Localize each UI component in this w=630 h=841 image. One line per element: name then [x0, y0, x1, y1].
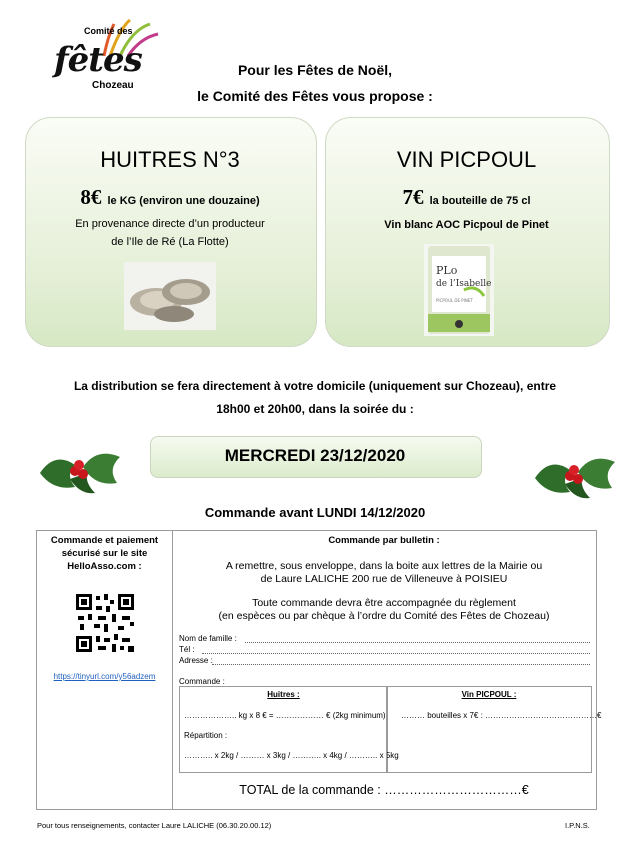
holly-right-icon	[530, 448, 620, 503]
wine-title: VIN PICPOUL	[396, 147, 537, 172]
oysters-title: HUITRES N°3	[100, 147, 240, 172]
tel-label: Tél :	[179, 645, 195, 654]
bulletin-instructions-1b: de Laure LALICHE 200 rue de Villeneuve à POISIEU	[260, 573, 508, 585]
bulletin-instructions-1a: A remettre, sous enveloppe, dans la boite aux lettres de la Mairie ou	[225, 560, 543, 572]
bulletin-title: Commande par bulletin :	[328, 535, 440, 546]
svg-text:PLo: PLo	[436, 264, 458, 277]
wine-price-unit: la bouteille de 75 cl	[429, 195, 531, 207]
huitres-quantity-field[interactable]: ……………….. kg x 8 € = ……………… € (2kg minimum)	[184, 711, 386, 720]
oysters-desc-1: En provenance directe d’un producteur	[75, 218, 265, 230]
logo-bottom-text: Chozeau	[92, 80, 134, 91]
order-total-field[interactable]: TOTAL de la commande : ……………………………€	[239, 783, 529, 797]
logo-main-text: fêtes	[54, 40, 142, 80]
heading-line-1: Pour les Fêtes de Noël,	[237, 62, 393, 78]
repartition-label: Répartition :	[184, 731, 228, 740]
oysters-desc-2: de l’Ile de Ré (La Flotte)	[111, 236, 229, 248]
date-banner-text: MERCREDI 23/12/2020	[224, 446, 406, 465]
holly-left-icon	[35, 443, 125, 498]
oysters-price: 8€	[80, 185, 102, 209]
helloasso-line-1: Commande et paiement	[50, 535, 159, 546]
wine-order-box	[386, 686, 602, 773]
svg-text:PICPOUL DE PINET: PICPOUL DE PINET	[436, 298, 473, 303]
wine-desc: Vin blanc AOC Picpoul de Pinet	[384, 219, 549, 231]
helloasso-line-3: HelloAsso.com :	[67, 561, 142, 572]
bulletin-instructions-2b: (en espèces ou par chèque à l’ordre du Comité des Fêtes de Chozeau)	[218, 610, 550, 622]
qr-code-icon[interactable]	[74, 592, 136, 654]
wine-order-heading: Vin PICPOUL :	[461, 690, 517, 699]
commande-label: Commande :	[179, 677, 225, 686]
nom-label: Nom de famille :	[179, 634, 237, 643]
repartition-field[interactable]: ……….. x 2kg / ……… x 3kg / ……….. x 4kg / ……….. x 5kg	[184, 751, 399, 760]
adresse-field[interactable]	[212, 664, 590, 665]
huitres-order-box	[179, 686, 399, 773]
wine-bottle-photo	[424, 244, 494, 336]
distribution-line-2: 18h00 et 20h00, dans la soirée du :	[216, 402, 414, 416]
order-deadline: Commande avant LUNDI 14/12/2020	[204, 505, 426, 520]
bulletin-instructions-2a: Toute commande devra être accompagnée du règlement	[252, 597, 516, 609]
oysters-price-row	[25, 185, 315, 210]
logo-top-text: Comité des	[84, 26, 133, 36]
wine-price-row	[325, 185, 608, 210]
oysters-price-unit: le KG (environ une douzaine)	[107, 195, 260, 207]
nom-field[interactable]	[245, 642, 590, 643]
svg-text:de l’Isabelle: de l’Isabelle	[436, 279, 492, 289]
helloasso-link[interactable]: https://tinyurl.com/y56adzem	[53, 672, 156, 681]
wine-quantity-field[interactable]: ……… bouteilles x 7€ : ……………………………………€	[401, 711, 602, 720]
oysters-photo	[124, 262, 216, 330]
wine-price: 7€	[402, 185, 424, 209]
tel-field[interactable]	[202, 653, 590, 654]
footer-contact: Pour tous renseignements, contacter Laure LALICHE (06.30.20.00.12)	[37, 821, 272, 830]
helloasso-line-2: sécurisé sur le site	[61, 548, 148, 559]
order-form	[36, 530, 602, 810]
footer-ipns: I.P.N.S.	[565, 821, 590, 830]
huitres-heading: Huitres :	[267, 690, 300, 699]
distribution-line-1: La distribution se fera directement à votre domicile (uniquement sur Chozeau), entre	[73, 379, 557, 393]
committee-logo	[40, 18, 160, 98]
adresse-label: Adresse :	[179, 656, 213, 665]
heading-line-2: le Comité des Fêtes vous propose :	[197, 88, 433, 104]
